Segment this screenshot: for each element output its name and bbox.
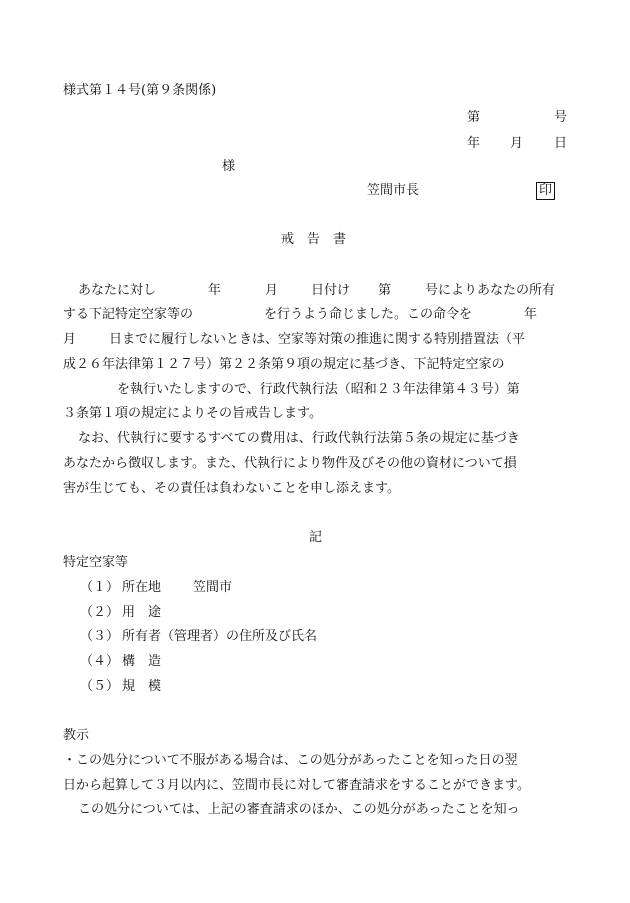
body-p1-l4: 成２６年法律第１２７号）第２２条第９項の規定に基づき、下記特定空家の — [63, 357, 505, 372]
body-p1-l5: を執行いたしますので、行政代執行法（昭和２３年法律第４３号）第 — [117, 382, 520, 397]
property-item-5-label: 規 模 — [122, 679, 162, 694]
seal-box: 印 — [536, 182, 555, 200]
property-item-2-num: （２） — [80, 605, 120, 620]
form-number: 様式第１４号(第９条関係) — [63, 83, 217, 98]
sender-name: 笠間市長 — [367, 183, 420, 198]
instruction-heading: 教示 — [63, 728, 90, 743]
body-p1-l2-c: 年 — [524, 307, 538, 322]
date-year: 年 — [467, 136, 481, 151]
date-month: 月 — [510, 136, 524, 151]
body-p1-l2-a: する下記特定空家等の — [63, 307, 194, 322]
property-item-3-label: 所有者（管理者）の住所及び氏名 — [122, 629, 318, 644]
ki-heading: 記 — [309, 530, 323, 545]
body-p2-l2: あなたから徴収します。また、代執行により物件及びその他の資材について損 — [63, 456, 517, 471]
addressee-suffix: 様 — [222, 159, 236, 174]
property-item-3-num: （３） — [80, 629, 120, 644]
body-p1-l2-b: を行うよう命じました。この命令を — [264, 307, 473, 322]
body-p1-l1-d: 日付け — [311, 283, 351, 298]
property-item-1-value: 笠間市 — [193, 580, 233, 595]
body-p1-l6: ３条第１項の規定によりその旨戒告します。 — [63, 406, 322, 421]
document-number-prefix: 第 — [467, 110, 481, 125]
property-item-4-label: 構 造 — [122, 654, 162, 669]
body-p2-l3: 害が生じても、その責任は負わないことを申し添えます。 — [63, 481, 400, 496]
date-day: 日 — [554, 136, 568, 151]
instruction-l2: 日から起算して３月以内に、笠間市長に対して審査請求をすることができます。 — [63, 778, 530, 793]
document-title: 戒 告 書 — [281, 232, 347, 247]
instruction-l1: ・この処分について不服がある場合は、この処分があったことを知った日の翌 — [63, 753, 518, 768]
body-p1-l1-c: 月 — [265, 283, 279, 298]
body-p1-l3-a: 月 — [63, 332, 77, 347]
body-p1-l1-f: 号によりあなたの所有 — [425, 283, 556, 298]
body-p1-l1-a: あなたに対し — [78, 283, 157, 298]
instruction-l3: この処分については、上記の審査請求のほか、この処分があったことを知っ — [78, 802, 520, 817]
body-p1-l3-b: 日までに履行しないときは、空家等対策の推進に関する特別措置法（平 — [109, 332, 526, 347]
property-item-1-num: （１） — [80, 580, 120, 595]
property-item-1-label: 所在地 — [122, 580, 162, 595]
body-p1-l1-e: 第 — [378, 283, 392, 298]
property-item-2-label: 用 途 — [122, 605, 162, 620]
document-number-suffix: 号 — [554, 110, 568, 125]
property-heading: 特定空家等 — [63, 555, 129, 570]
property-item-5-num: （５） — [80, 679, 120, 694]
body-p2-l1: なお、代執行に要するすべての費用は、行政代執行法第５条の規定に基づき — [78, 431, 520, 446]
seal-mark — [536, 181, 555, 201]
body-p1-l1-b: 年 — [208, 283, 222, 298]
property-item-4-num: （４） — [80, 654, 120, 669]
